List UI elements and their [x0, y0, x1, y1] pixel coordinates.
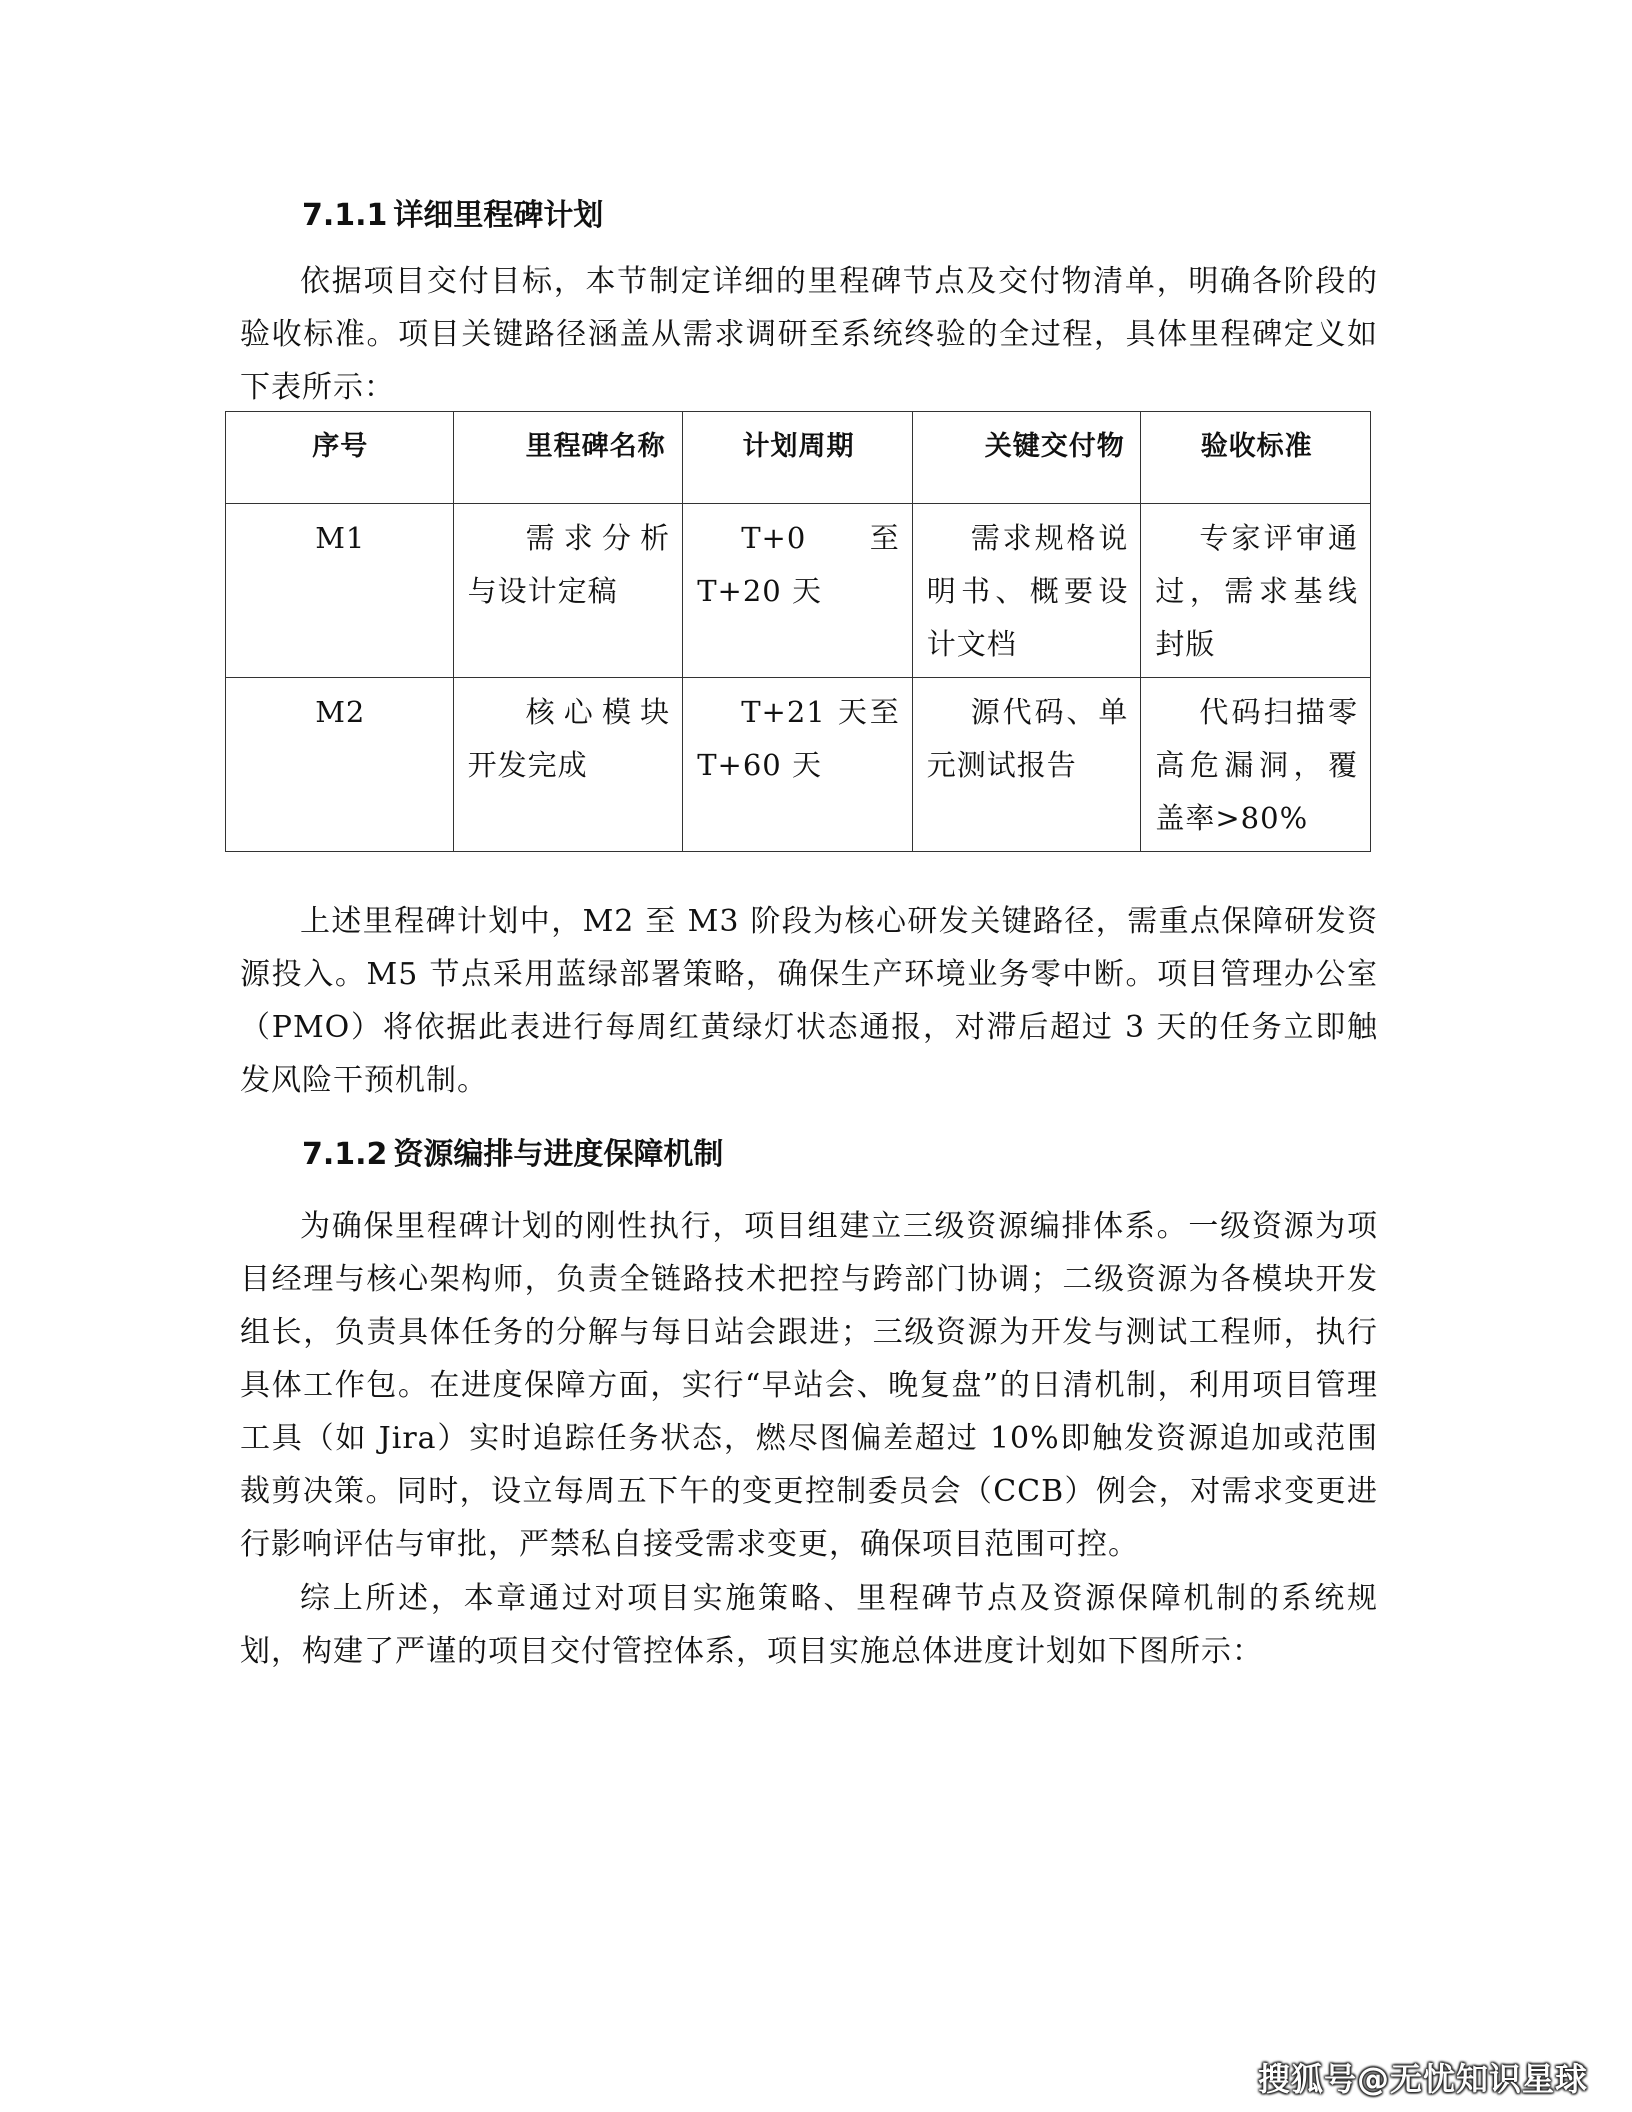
resource-paragraph: 为确保里程碑计划的刚性执行，项目组建立三级资源编排体系。一级资源为项目经理与核心架构师，负责全链路技术把控与跨部门协调；二级资源为各模块开发组长，负责具体任务的分解与每日站会跟进；三级资源为开发与测试工程师，执行具体工作包。在进度保障方面，实行“早站会、晚复盘”的日清机制，利用项目管理工具（如 Jira）实时追踪任务状态，燃尽图偏差超过 10%即触发资源追加或范围裁剪决策。同时，设立每周五下午的变更控制委员会（CCB）例会，对需求变更进行影响评估与审批，严禁私自接受需求变更，确保项目范围可控。	[240, 1209, 1378, 1562]
section-number: 7.1.2	[302, 1137, 388, 1172]
after-table-paragraph: 上述里程碑计划中，M2 至 M3 阶段为核心研发关键路径，需重点保障研发资源投入。M5 节点采用蓝绿部署策略，确保生产环境业务零中断。项目管理办公室（PMO）将依据此表进行每周红黄绿灯状态通报，对滞后超过 3 天的任务立即触发风险干预机制。	[240, 904, 1378, 1098]
cell-id: M2	[226, 678, 454, 852]
section-title: 详细里程碑计划	[393, 198, 604, 233]
header-cell-deliverables: 关键交付物	[912, 412, 1141, 504]
cell-deliverables: 需求规格说明书、概要设计文档	[912, 504, 1141, 678]
summary-paragraph: 综上所述，本章通过对项目实施策略、里程碑节点及资源保障机制的系统规划，构建了严谨的项目交付管控体系，项目实施总体进度计划如下图所示：	[240, 1581, 1378, 1669]
milestone-table	[225, 411, 1371, 852]
table-row	[226, 678, 1371, 852]
cell-period: T+0 至 T+20 天	[683, 504, 913, 678]
cell-name: 需求分析与设计定稿	[453, 504, 683, 678]
header-cell-period: 计划周期	[683, 412, 913, 504]
table-row	[226, 504, 1371, 678]
cell-period: T+21 天至 T+60 天	[683, 678, 913, 852]
section-number: 7.1.1	[302, 198, 388, 233]
watermark-text: 搜狐号@无忧知识星球	[1257, 2060, 1588, 2098]
section-title: 资源编排与进度保障机制	[393, 1137, 724, 1172]
cell-id: M1	[226, 504, 454, 678]
cell-acceptance: 专家评审通过，需求基线封版	[1141, 504, 1371, 678]
section-heading-711	[302, 196, 603, 236]
table-header-row	[226, 412, 1371, 504]
header-cell-name: 里程碑名称	[453, 412, 683, 504]
intro-paragraph: 依据项目交付目标，本节制定详细的里程碑节点及交付物清单，明确各阶段的验收标准。项目关键路径涵盖从需求调研至系统终验的全过程，具体里程碑定义如下表所示：	[240, 264, 1378, 405]
header-cell-seq: 序号	[226, 412, 454, 504]
cell-deliverables: 源代码、单元测试报告	[912, 678, 1141, 852]
section-heading-712	[302, 1135, 723, 1175]
header-cell-acceptance: 验收标准	[1141, 412, 1371, 504]
cell-acceptance: 代码扫描零高危漏洞，覆盖率>80%	[1141, 678, 1371, 852]
cell-name: 核心模块开发完成	[453, 678, 683, 852]
